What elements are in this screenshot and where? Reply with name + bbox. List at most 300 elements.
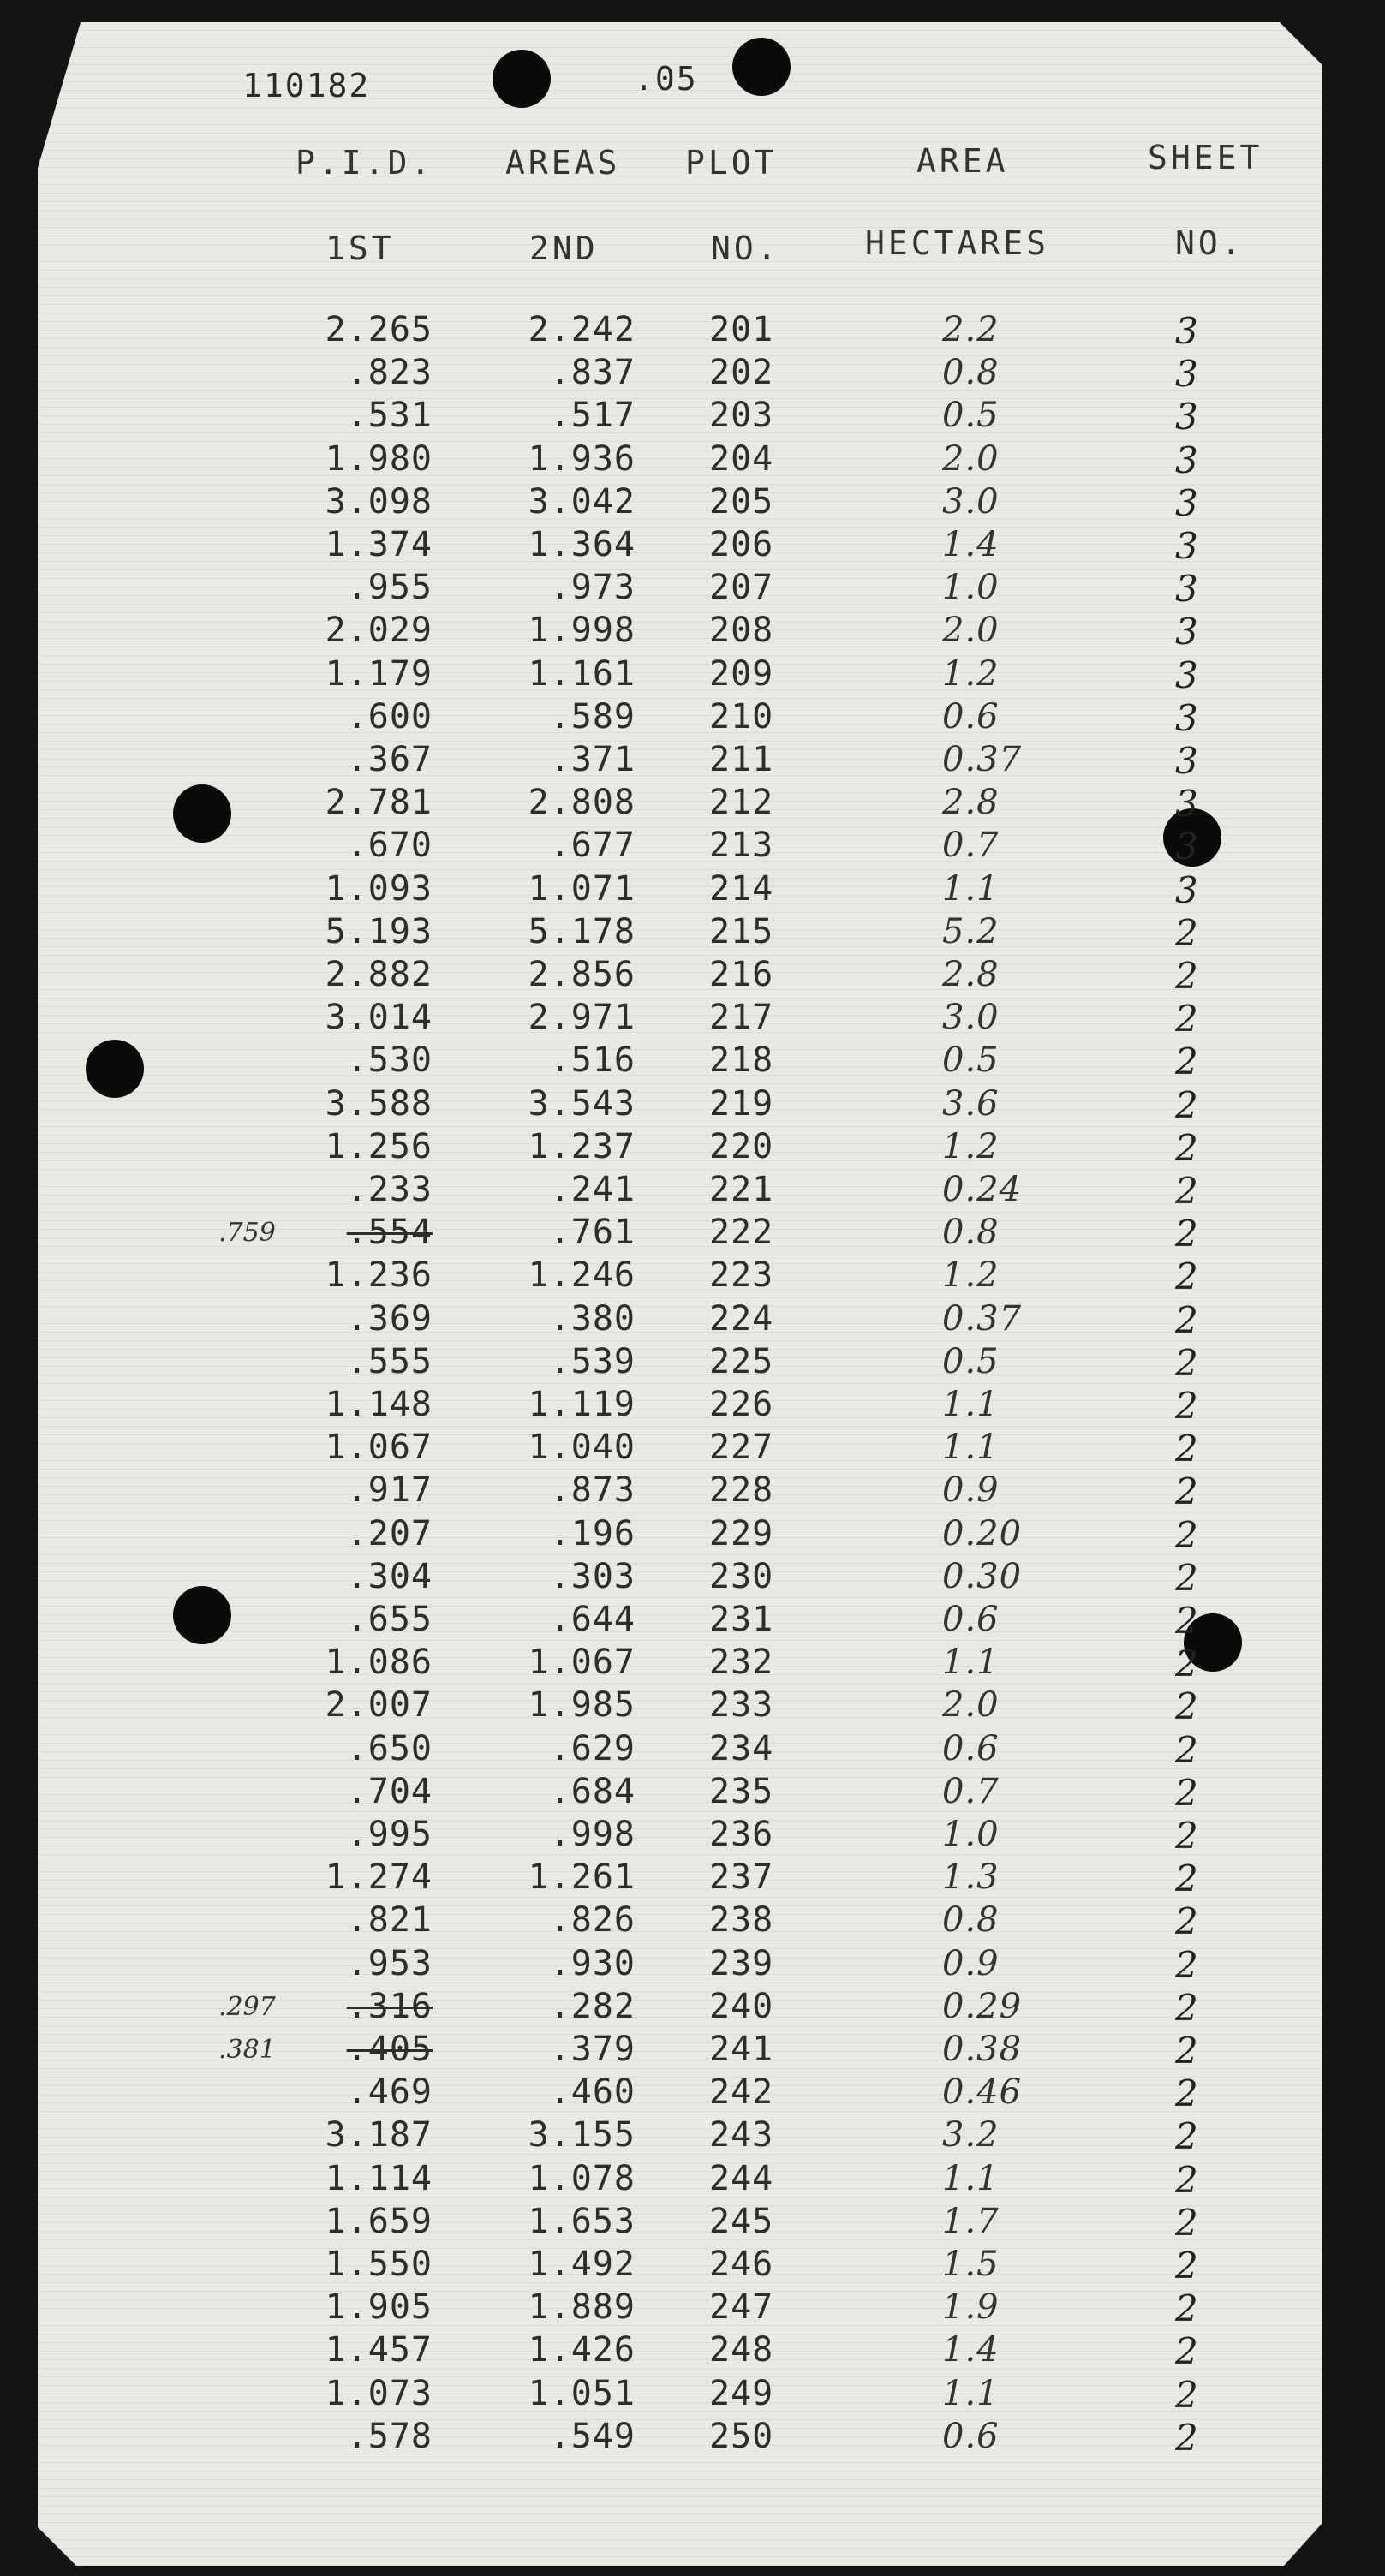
pid-second-cell: 1.067 <box>528 1643 636 1683</box>
pid-first-cell: 3.588 <box>325 1083 433 1124</box>
sheet-number-cell: 3 <box>1175 611 1199 653</box>
table-row <box>0 1514 1385 1557</box>
pid-second-cell: 1.119 <box>528 1385 636 1424</box>
area-hectares-cell: 0.8 <box>942 1900 1000 1941</box>
pid-second-cell: 2.242 <box>528 310 636 349</box>
pid-first-cell: .655 <box>346 1600 433 1639</box>
table-row <box>0 1385 1385 1428</box>
pid-first-cell: 1.086 <box>325 1643 433 1683</box>
sheet-number-cell: 2 <box>1175 2416 1199 2459</box>
table-row <box>0 2030 1385 2072</box>
area-hectares-cell: 1.7 <box>942 2201 1000 2241</box>
table-row <box>0 1213 1385 1255</box>
pid-first-cell: .207 <box>346 1513 433 1553</box>
area-hectares-cell: 0.29 <box>942 1986 1023 2026</box>
area-hectares-cell: 0.9 <box>942 1943 1000 1983</box>
pid-second-cell: 1.261 <box>528 1857 636 1898</box>
sheet-number-cell: 2 <box>1175 1728 1199 1771</box>
plot-number-cell: 228 <box>709 1470 774 1511</box>
plot-number-cell: 213 <box>709 826 774 866</box>
table-row <box>0 1428 1385 1470</box>
pid-first-cell: 2.882 <box>325 955 433 994</box>
area-hectares-cell: 1.4 <box>942 525 1000 564</box>
table-row <box>0 1815 1385 1857</box>
area-hectares-cell: 1.0 <box>942 1815 1000 1854</box>
area-hectares-cell: 0.5 <box>942 1341 1000 1381</box>
table-row <box>0 1470 1385 1513</box>
pid-first-cell: .704 <box>346 1771 433 1811</box>
sheet-number-cell: 3 <box>1175 568 1199 611</box>
table-row <box>0 1084 1385 1127</box>
plot-number-cell: 229 <box>709 1513 774 1553</box>
plot-number-cell: 237 <box>709 1857 774 1898</box>
header-second: 2ND <box>529 230 599 267</box>
table-row <box>0 2159 1385 2202</box>
plot-number-cell: 240 <box>709 1986 774 2026</box>
pid-second-cell: .241 <box>549 1170 636 1209</box>
pid-second-cell: 1.364 <box>528 525 636 564</box>
pid-first-cell: .578 <box>346 2416 433 2456</box>
plot-number-cell: 203 <box>709 396 774 436</box>
pid-first-cell: 1.236 <box>325 1255 433 1296</box>
pid-first-cell: .670 <box>346 826 433 866</box>
area-hectares-cell: 1.5 <box>942 2245 1000 2284</box>
table-row <box>0 826 1385 868</box>
pid-second-cell: .196 <box>549 1513 636 1553</box>
sheet-number-cell: 3 <box>1175 868 1199 911</box>
pid-second-cell: 1.936 <box>528 438 636 479</box>
pid-first-cell: 1.073 <box>325 2373 433 2413</box>
sheet-number-cell: 2 <box>1175 1213 1199 1255</box>
sheet-number-cell: 2 <box>1175 1041 1199 1083</box>
sheet-number-cell: 2 <box>1175 2287 1199 2330</box>
pid-second-cell: .629 <box>549 1728 636 1768</box>
pid-second-cell: .460 <box>549 2072 636 2113</box>
plot-number-cell: 206 <box>709 525 774 564</box>
sheet-number-cell: 3 <box>1175 653 1199 696</box>
sheet-number-cell: 3 <box>1175 481 1199 524</box>
pid-first-cell: .367 <box>346 740 433 779</box>
header-first: 1ST <box>325 230 395 267</box>
plot-number-cell: 215 <box>709 911 774 951</box>
plot-number-cell: 225 <box>709 1341 774 1381</box>
table-row <box>0 1643 1385 1685</box>
pid-first-cell: .955 <box>346 568 433 608</box>
table-row <box>0 2287 1385 2330</box>
pid-second-cell: .516 <box>549 1041 636 1081</box>
plot-number-cell: 224 <box>709 1298 774 1339</box>
sheet-number-cell: 2 <box>1175 1385 1199 1427</box>
pid-second-cell: 1.071 <box>528 868 636 909</box>
sheet-number-cell: 3 <box>1175 525 1199 567</box>
sheet-number-cell: 2 <box>1175 1298 1199 1341</box>
table-row <box>0 1299 1385 1342</box>
area-hectares-cell: 0.24 <box>942 1170 1023 1209</box>
header-area: AREA <box>916 142 1009 180</box>
table-row <box>0 1255 1385 1298</box>
area-hectares-cell: 1.2 <box>942 1255 1000 1296</box>
pid-second-cell: .873 <box>549 1470 636 1511</box>
sheet-number-cell: 2 <box>1175 1170 1199 1212</box>
area-hectares-cell: 0.8 <box>942 1213 1000 1253</box>
pid-first-cell: .369 <box>346 1298 433 1339</box>
plot-number-cell: 230 <box>709 1556 774 1596</box>
plot-number-cell: 239 <box>709 1943 774 1983</box>
plot-number-cell: 247 <box>709 2287 774 2328</box>
table-row <box>0 2202 1385 2245</box>
table-row <box>0 740 1385 783</box>
area-hectares-cell: 1.1 <box>942 2158 1000 2198</box>
pid-first-cell: 1.550 <box>325 2245 433 2284</box>
sheet-number-cell: 2 <box>1175 998 1199 1041</box>
pid-first-cell: 2.265 <box>325 310 433 349</box>
plot-number-cell: 227 <box>709 1428 774 1468</box>
area-hectares-cell: 0.5 <box>942 396 1000 436</box>
table-row <box>0 1342 1385 1385</box>
pid-first-cell: 1.659 <box>325 2201 433 2241</box>
pid-first-cell: .823 <box>346 353 433 393</box>
handwritten-correction: .759 <box>218 1218 276 1249</box>
pid-first-cell: 1.980 <box>325 438 433 479</box>
pid-second-cell: .517 <box>549 396 636 436</box>
plot-number-cell: 219 <box>709 1083 774 1124</box>
sheet-number-cell: 2 <box>1175 1470 1199 1513</box>
plot-number-cell: 204 <box>709 438 774 479</box>
table-row <box>0 525 1385 568</box>
table-row <box>0 1772 1385 1815</box>
sheet-number-cell: 2 <box>1175 955 1199 997</box>
area-hectares-cell: 3.6 <box>942 1083 1000 1124</box>
header-sheet-no: NO. <box>1175 224 1245 262</box>
plot-number-cell: 208 <box>709 611 774 651</box>
pid-second-cell: 1.078 <box>528 2158 636 2198</box>
plot-number-cell: 211 <box>709 740 774 779</box>
sheet-number-cell: 2 <box>1175 1943 1199 1986</box>
pid-second-cell: 3.155 <box>528 2115 636 2156</box>
area-hectares-cell: 0.7 <box>942 1771 1000 1811</box>
sheet-number-cell: 2 <box>1175 2072 1199 2115</box>
pid-first-cell: .554 <box>346 1213 433 1253</box>
handwritten-correction: .381 <box>218 2035 276 2065</box>
pid-second-cell: .549 <box>549 2416 636 2456</box>
handwritten-correction: .297 <box>218 1991 276 2022</box>
area-hectares-cell: 3.0 <box>942 998 1000 1038</box>
plot-number-cell: 243 <box>709 2115 774 2156</box>
table-row <box>0 697 1385 740</box>
plot-number-cell: 245 <box>709 2201 774 2241</box>
area-hectares-cell: 0.20 <box>942 1513 1023 1553</box>
area-hectares-cell: 2.0 <box>942 1685 1000 1726</box>
area-hectares-cell: 0.6 <box>942 2416 1000 2456</box>
pid-second-cell: 1.426 <box>528 2330 636 2370</box>
area-hectares-cell: 2.2 <box>942 310 1000 349</box>
area-hectares-cell: 1.1 <box>942 2373 1000 2413</box>
pid-second-cell: 1.998 <box>528 611 636 651</box>
pid-second-cell: .761 <box>549 1213 636 1253</box>
area-hectares-cell: 0.46 <box>942 2072 1023 2113</box>
pid-second-cell: .371 <box>549 740 636 779</box>
sheet-number-cell: 3 <box>1175 310 1199 352</box>
table-row <box>0 912 1385 955</box>
pid-first-cell: 5.193 <box>325 911 433 951</box>
table-row <box>0 2374 1385 2417</box>
sheet-number-cell: 2 <box>1175 1771 1199 1814</box>
header-areas: AREAS <box>505 144 621 182</box>
plot-number-cell: 220 <box>709 1126 774 1166</box>
table-row <box>0 1857 1385 1900</box>
plot-number-cell: 233 <box>709 1685 774 1726</box>
sheet-number-cell: 2 <box>1175 2373 1199 2416</box>
table-row <box>0 2072 1385 2115</box>
sheet-number-cell: 3 <box>1175 826 1199 868</box>
area-hectares-cell: 1.0 <box>942 568 1000 608</box>
area-hectares-cell: 0.9 <box>942 1470 1000 1511</box>
header-plot-no: NO. <box>711 230 780 267</box>
plot-number-cell: 218 <box>709 1041 774 1081</box>
pid-second-cell: .379 <box>549 2030 636 2069</box>
table-row <box>0 2115 1385 2158</box>
plot-number-cell: 207 <box>709 568 774 608</box>
sheet-number-cell: 2 <box>1175 1083 1199 1126</box>
area-hectares-cell: 1.9 <box>942 2287 1000 2328</box>
pid-first-cell: 1.093 <box>325 868 433 909</box>
pid-first-cell: .821 <box>346 1900 433 1941</box>
area-hectares-cell: 0.37 <box>942 1298 1023 1339</box>
table-row <box>0 2245 1385 2287</box>
area-hectares-cell: 0.6 <box>942 696 1000 736</box>
sheet-number-cell: 2 <box>1175 1900 1199 1943</box>
pid-second-cell: 1.040 <box>528 1428 636 1468</box>
card-value: .05 <box>634 60 698 98</box>
table-row <box>0 1170 1385 1213</box>
table-row <box>0 2330 1385 2373</box>
pid-second-cell: 1.161 <box>528 653 636 694</box>
table-row <box>0 1900 1385 1943</box>
sheet-number-cell: 3 <box>1175 740 1199 782</box>
sheet-number-cell: 2 <box>1175 2030 1199 2072</box>
sheet-number-cell: 2 <box>1175 911 1199 954</box>
area-hectares-cell: 1.1 <box>942 1385 1000 1424</box>
sheet-number-cell: 2 <box>1175 1341 1199 1384</box>
pid-second-cell: 3.042 <box>528 481 636 522</box>
area-hectares-cell: 2.0 <box>942 611 1000 651</box>
area-hectares-cell: 1.3 <box>942 1857 1000 1898</box>
plot-number-cell: 212 <box>709 783 774 823</box>
plot-number-cell: 223 <box>709 1255 774 1296</box>
table-row <box>0 611 1385 653</box>
pid-first-cell: 1.114 <box>325 2158 433 2198</box>
pid-second-cell: 2.971 <box>528 998 636 1038</box>
plot-number-cell: 226 <box>709 1385 774 1424</box>
pid-first-cell: .917 <box>346 1470 433 1511</box>
plot-number-cell: 217 <box>709 998 774 1038</box>
plot-number-cell: 232 <box>709 1643 774 1683</box>
area-hectares-cell: 1.4 <box>942 2330 1000 2370</box>
pid-second-cell: .380 <box>549 1298 636 1339</box>
table-row <box>0 1557 1385 1600</box>
pid-first-cell: .316 <box>346 1986 433 2026</box>
pid-first-cell: 2.007 <box>325 1685 433 1726</box>
sheet-number-cell: 2 <box>1175 1126 1199 1169</box>
pid-first-cell: 2.781 <box>325 783 433 823</box>
punch-hole <box>732 38 791 96</box>
sheet-number-cell: 2 <box>1175 1643 1199 1685</box>
sheet-number-cell: 2 <box>1175 1857 1199 1900</box>
pid-second-cell: 1.653 <box>528 2201 636 2241</box>
area-hectares-cell: 1.2 <box>942 1126 1000 1166</box>
pid-first-cell: .531 <box>346 396 433 436</box>
area-hectares-cell: 2.0 <box>942 438 1000 479</box>
pid-first-cell: .650 <box>346 1728 433 1768</box>
table-row <box>0 310 1385 353</box>
sheet-number-cell: 2 <box>1175 2330 1199 2373</box>
plot-number-cell: 248 <box>709 2330 774 2370</box>
pid-second-cell: 2.808 <box>528 783 636 823</box>
pid-first-cell: 1.274 <box>325 1857 433 1898</box>
pid-second-cell: 3.543 <box>528 1083 636 1124</box>
pid-second-cell: 5.178 <box>528 911 636 951</box>
area-hectares-cell: 0.37 <box>942 740 1023 779</box>
plot-number-cell: 244 <box>709 2158 774 2198</box>
pid-second-cell: 1.492 <box>528 2245 636 2284</box>
sheet-number-cell: 2 <box>1175 2201 1199 2244</box>
table-row <box>0 2417 1385 2460</box>
area-hectares-cell: 3.2 <box>942 2115 1000 2156</box>
plot-number-cell: 209 <box>709 653 774 694</box>
table-row <box>0 1127 1385 1170</box>
pid-second-cell: .826 <box>549 1900 636 1941</box>
pid-first-cell: 1.905 <box>325 2287 433 2328</box>
plot-number-cell: 201 <box>709 310 774 349</box>
sheet-number-cell: 2 <box>1175 2115 1199 2158</box>
plot-number-cell: 246 <box>709 2245 774 2284</box>
sheet-number-cell: 2 <box>1175 2158 1199 2201</box>
pid-first-cell: .233 <box>346 1170 433 1209</box>
pid-first-cell: .600 <box>346 696 433 736</box>
area-hectares-cell: 0.30 <box>942 1556 1023 1596</box>
pid-second-cell: .677 <box>549 826 636 866</box>
area-hectares-cell: 0.8 <box>942 353 1000 393</box>
plot-number-cell: 250 <box>709 2416 774 2456</box>
table-row <box>0 1944 1385 1987</box>
pid-second-cell: 1.985 <box>528 1685 636 1726</box>
pid-first-cell: 1.067 <box>325 1428 433 1468</box>
table-row <box>0 1685 1385 1728</box>
pid-second-cell: 1.237 <box>528 1126 636 1166</box>
pid-second-cell: .589 <box>549 696 636 736</box>
plot-number-cell: 235 <box>709 1771 774 1811</box>
area-hectares-cell: 0.7 <box>942 826 1000 866</box>
plot-number-cell: 231 <box>709 1600 774 1639</box>
plot-number-cell: 241 <box>709 2030 774 2069</box>
table-row <box>0 439 1385 482</box>
table-row <box>0 869 1385 912</box>
area-hectares-cell: 1.2 <box>942 653 1000 694</box>
pid-first-cell: .953 <box>346 1943 433 1983</box>
area-hectares-cell: 1.1 <box>942 868 1000 909</box>
card-code: 110182 <box>242 67 371 104</box>
sheet-number-cell: 2 <box>1175 1255 1199 1298</box>
area-hectares-cell: 1.1 <box>942 1643 1000 1683</box>
sheet-number-cell: 2 <box>1175 1428 1199 1470</box>
area-hectares-cell: 3.0 <box>942 481 1000 522</box>
table-row <box>0 353 1385 396</box>
sheet-number-cell: 2 <box>1175 1815 1199 1857</box>
pid-first-cell: .405 <box>346 2030 433 2069</box>
plot-number-cell: 236 <box>709 1815 774 1854</box>
sheet-number-cell: 2 <box>1175 1685 1199 1728</box>
pid-first-cell: .995 <box>346 1815 433 1854</box>
area-hectares-cell: 5.2 <box>942 911 1000 951</box>
plot-number-cell: 249 <box>709 2373 774 2413</box>
sheet-number-cell: 3 <box>1175 783 1199 826</box>
area-hectares-cell: 0.38 <box>942 2030 1023 2069</box>
plot-number-cell: 210 <box>709 696 774 736</box>
area-hectares-cell: 1.1 <box>942 1428 1000 1468</box>
plot-number-cell: 214 <box>709 868 774 909</box>
pid-second-cell: 1.889 <box>528 2287 636 2328</box>
header-pid: P.I.D. <box>296 144 434 182</box>
pid-first-cell: 1.179 <box>325 653 433 694</box>
pid-second-cell: .539 <box>549 1341 636 1381</box>
table-row <box>0 1729 1385 1772</box>
table-row <box>0 654 1385 697</box>
pid-second-cell: .303 <box>549 1556 636 1596</box>
area-hectares-cell: 0.6 <box>942 1600 1000 1639</box>
table-row <box>0 998 1385 1041</box>
plot-number-cell: 205 <box>709 481 774 522</box>
pid-first-cell: 1.457 <box>325 2330 433 2370</box>
pid-second-cell: 1.246 <box>528 1255 636 1296</box>
pid-second-cell: 1.051 <box>528 2373 636 2413</box>
sheet-number-cell: 3 <box>1175 438 1199 481</box>
sheet-number-cell: 2 <box>1175 1986 1199 2029</box>
sheet-number-cell: 3 <box>1175 696 1199 739</box>
sheet-number-cell: 2 <box>1175 1513 1199 1556</box>
pid-first-cell: 2.029 <box>325 611 433 651</box>
area-hectares-cell: 0.5 <box>942 1041 1000 1081</box>
plot-number-cell: 222 <box>709 1213 774 1253</box>
table-row <box>0 1041 1385 1083</box>
pid-second-cell: .644 <box>549 1600 636 1639</box>
pid-second-cell: .973 <box>549 568 636 608</box>
area-hectares-cell: 0.6 <box>942 1728 1000 1768</box>
pid-second-cell: .930 <box>549 1943 636 1983</box>
table-row <box>0 955 1385 998</box>
pid-first-cell: 3.187 <box>325 2115 433 2156</box>
table-row <box>0 482 1385 525</box>
sheet-number-cell: 3 <box>1175 353 1199 396</box>
pid-first-cell: .555 <box>346 1341 433 1381</box>
pid-first-cell: .469 <box>346 2072 433 2113</box>
table-row <box>0 783 1385 826</box>
punch-hole <box>493 50 551 108</box>
pid-second-cell: .998 <box>549 1815 636 1854</box>
area-hectares-cell: 2.8 <box>942 955 1000 994</box>
sheet-number-cell: 2 <box>1175 1600 1199 1642</box>
sheet-number-cell: 2 <box>1175 2245 1199 2287</box>
plot-number-cell: 238 <box>709 1900 774 1941</box>
header-sheet: SHEET <box>1148 139 1263 176</box>
header-hectares: HECTARES <box>865 224 1050 262</box>
pid-first-cell: 1.374 <box>325 525 433 564</box>
plot-number-cell: 242 <box>709 2072 774 2113</box>
table-row <box>0 1600 1385 1643</box>
pid-first-cell: .304 <box>346 1556 433 1596</box>
table-row <box>0 568 1385 611</box>
plot-number-cell: 221 <box>709 1170 774 1209</box>
area-hectares-cell: 2.8 <box>942 783 1000 823</box>
